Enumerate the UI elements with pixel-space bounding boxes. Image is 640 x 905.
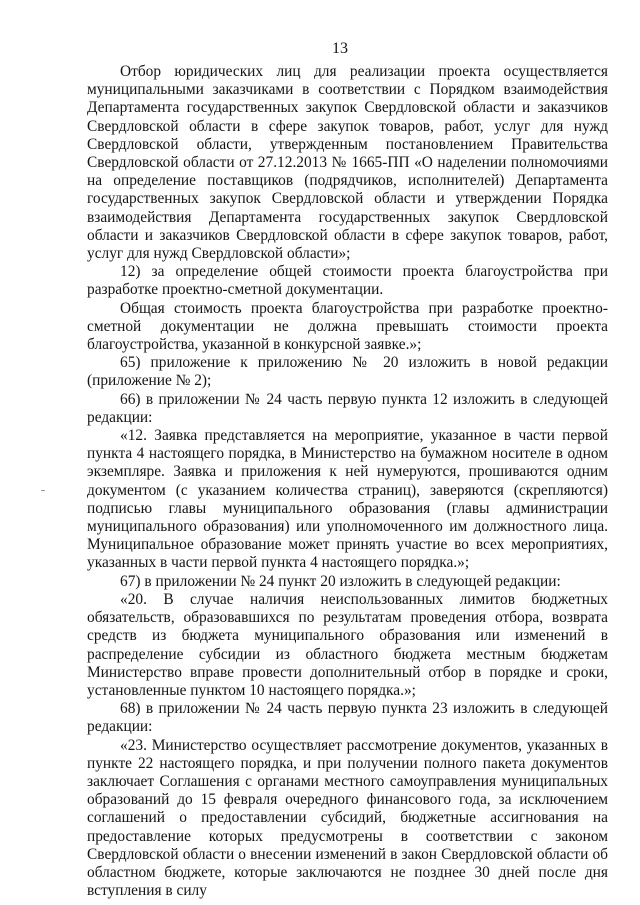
margin-mark <box>41 490 45 491</box>
paragraph-clause-12: «12. Заявка представляется на мероприятие, указанное в части первой пункта 4 настоящего порядка, в Министерство на бумажном носителе в одном экземпляре. Заявка и приложения к ней нумеруются, прошиваются одним документом (с указанием количества страниц), заверяются (скрепляются) подписью главы муниципального образования (главы администрации муниципального образования) или уполномоченного им должностного лица. Муниципальное образование может принять участие во всех мероприятиях, указанных в части первой пункта 4 настоящего порядка.»; <box>87 427 608 572</box>
paragraph-item-67: 67) в приложении № 24 пункт 20 изложить в следующей редакции: <box>120 572 561 590</box>
paragraph-item-65: 65) приложение к приложению № 20 изложить в новой редакции (приложение № 2); <box>87 354 608 390</box>
paragraph-item-68: 68) в приложении № 24 часть первую пункта 23 изложить в следующей редакции: <box>87 700 608 736</box>
paragraph-item-66: 66) в приложении № 24 часть первую пункта 12 изложить в следующей редакции: <box>87 390 608 426</box>
paragraph-item-12: 12) за определение общей стоимости проекта благоустройства при разработке проектно-сметной документации. <box>87 263 608 299</box>
paragraph-total-cost: Общая стоимость проекта благоустройства при разработке проектно-сметной документации не должна превышать стоимости проекта благоустройства, указанной в конкурсной заявке.»; <box>87 299 608 354</box>
document-body <box>87 63 608 900</box>
paragraph-clause-20: «20. В случае наличия неиспользованных лимитов бюджетных обязательств, образовавшихся по результатам проведения отбора, возврата средств из бюджета муниципального образования или изменений в распределение субсидии из областного бюджета местным бюджетам Министерство вправе провести дополнительный отбор в порядке и сроки, установленные пунктом 10 настоящего порядка.»; <box>87 590 608 699</box>
paragraph-selection-procedure: Отбор юридических лиц для реализации проекта осуществляется муниципальными заказчиками в соответствии с Порядком взаимодействия Департамента государственных закупок Свердловской области и заказчиков Свердловской области в сфере закупок товаров, работ, услуг для нужд Свердловской области, утвержденным постановлением Правительства Свердловской области от 27.12.2013 № 1665-ПП «О наделении полномочиями на определение поставщиков (подрядчиков, исполнителей) Департамента государственных закупок Свердловской области и утверждении Порядка взаимодействия Департамента государственных закупок Свердловской области и заказчиков Свердловской области в сфере закупок товаров, работ, услуг для нужд Свердловской области»; <box>87 63 608 263</box>
page-number: 13 <box>332 40 348 57</box>
paragraph-clause-23: «23. Министерство осуществляет рассмотрение документов, указанных в пункте 22 настоящего порядка, и при получении полного пакета документов заключает Соглашения с органами местного самоуправления муниципальных образований до 15 февраля очередного финансового года, за исключением соглашений о предоставлении субсидий, бюджетные ассигнования на предоставление которых предусмотрены в соответствии с законом Свердловской области о внесении изменений в закон Свердловской области об областном бюджете, которые заключаются не позднее 30 дней после дня вступления в силу <box>87 736 608 900</box>
